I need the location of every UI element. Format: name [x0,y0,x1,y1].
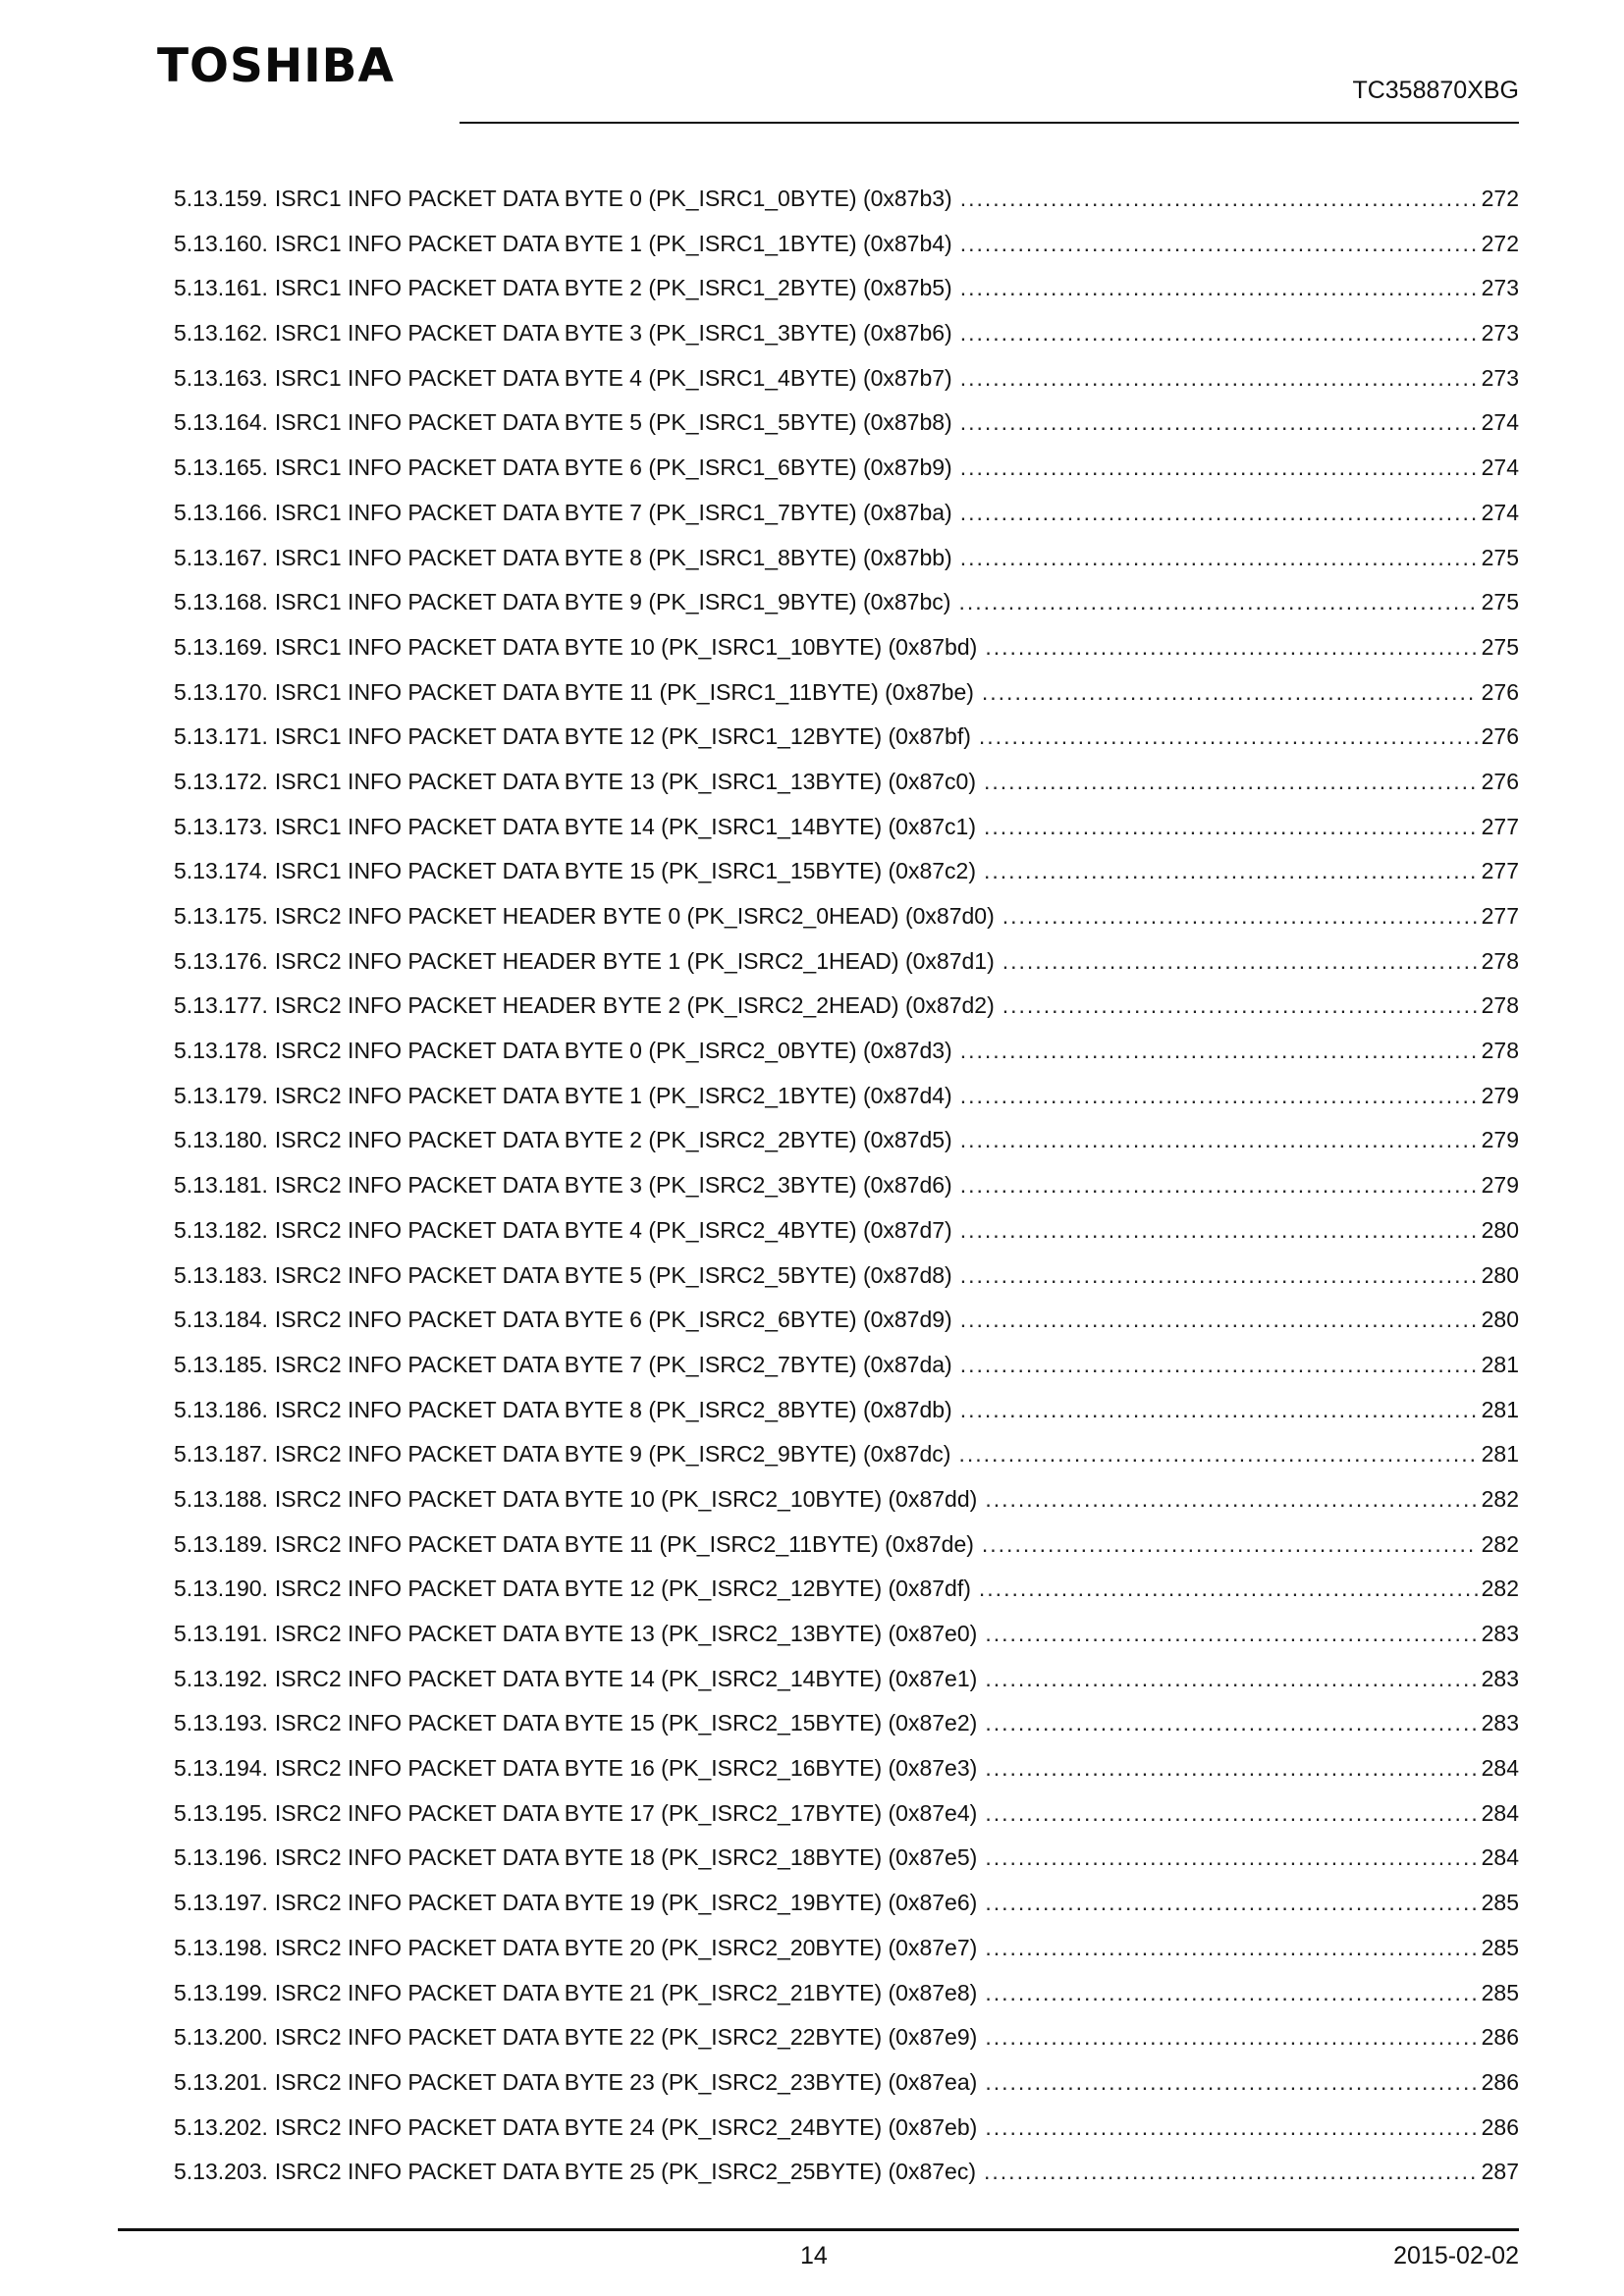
toc-section-title: ISRC1 INFO PACKET DATA BYTE 11 (PK_ISRC1_11BYTE) (0x87be) [274,678,974,705]
toc-entry[interactable] [174,1755,1519,1800]
toc-entry[interactable] [174,186,1519,231]
toc-page-number: 282 [1481,1485,1519,1512]
toc-entry[interactable] [174,1800,1519,1845]
toc-leader-dots [960,320,1478,347]
toc-page-number: 283 [1481,1665,1519,1691]
toc-entry[interactable] [174,2024,1519,2069]
toc-entry[interactable] [174,1531,1519,1576]
toc-leader-dots [985,2069,1477,2096]
toc-section-title: ISRC2 INFO PACKET DATA BYTE 9 (PK_ISRC2_9BYTE) (0x87dc) [274,1441,951,1468]
toc-page-number: 283 [1481,1710,1519,1736]
toc-page-number: 275 [1481,544,1519,570]
toc-entry[interactable] [174,1127,1519,1172]
toc-section-title: ISRC2 INFO PACKET DATA BYTE 10 (PK_ISRC2_10BYTE) (0x87dd) [274,1485,978,1512]
toc-section-number: 5.13.180. [174,1127,268,1153]
toc-leader-dots [985,1486,1477,1513]
toc-entry[interactable] [174,1352,1519,1397]
toc-page-number: 276 [1481,768,1519,794]
toc-entry[interactable] [174,409,1519,454]
toc-section-number: 5.13.162. [174,320,268,347]
toc-page-number: 286 [1481,2024,1519,2051]
toc-section-title: ISRC2 INFO PACKET DATA BYTE 15 (PK_ISRC2_15BYTE) (0x87e2) [274,1710,978,1736]
toc-leader-dots [960,1083,1478,1109]
toc-leader-dots [960,1397,1478,1423]
toc-page-number: 286 [1481,2113,1519,2140]
toc-section-title: ISRC2 INFO PACKET DATA BYTE 13 (PK_ISRC2_13BYTE) (0x87e0) [274,1621,978,1646]
toc-leader-dots [984,814,1478,840]
toc-section-title: ISRC2 INFO PACKET DATA BYTE 25 (PK_ISRC2_25BYTE) (0x87ec) [274,2159,977,2185]
toc-entry[interactable] [174,1083,1519,1128]
toc-entry[interactable] [174,634,1519,679]
toc-section-title: ISRC2 INFO PACKET DATA BYTE 0 (PK_ISRC2_0BYTE) (0x87d3) [274,1038,952,1064]
toc-entry[interactable] [174,589,1519,634]
toc-section-number: 5.13.179. [174,1082,268,1108]
toc-entry[interactable] [174,948,1519,993]
toc-entry[interactable] [174,1710,1519,1755]
toc-page-number: 275 [1481,633,1519,660]
toc-leader-dots [960,409,1478,436]
toc-entry[interactable] [174,1172,1519,1217]
toc-section-number: 5.13.191. [174,1621,268,1646]
toc-section-number: 5.13.196. [174,1844,268,1871]
document-id: TC358870XBG [1352,77,1519,104]
toc-section-number: 5.13.170. [174,678,268,705]
toc-page-number: 279 [1481,1127,1519,1153]
toc-entry[interactable] [174,992,1519,1038]
toc-leader-dots [985,1890,1477,1916]
toc-leader-dots [960,365,1478,392]
toc-page-number: 281 [1481,1441,1519,1468]
toc-page-number: 274 [1481,454,1519,481]
toc-section-number: 5.13.194. [174,1755,268,1782]
toc-section-title: ISRC2 INFO PACKET DATA BYTE 21 (PK_ISRC2_21BYTE) (0x87e8) [274,1979,978,2005]
toc-section-number: 5.13.161. [174,275,268,301]
toc-entry[interactable] [174,1980,1519,2025]
toc-page-number: 279 [1481,1172,1519,1199]
toc-leader-dots [960,545,1478,571]
toc-page-number: 277 [1481,813,1519,839]
toc-section-number: 5.13.177. [174,992,268,1019]
toc-leader-dots [960,454,1478,481]
toc-page-number: 283 [1481,1621,1519,1646]
toc-section-number: 5.13.203. [174,2159,268,2185]
toc-section-title: ISRC1 INFO PACKET DATA BYTE 8 (PK_ISRC1_8BYTE) (0x87bb) [274,544,952,570]
toc-page-number: 279 [1481,1082,1519,1108]
toc-section-title: ISRC2 INFO PACKET DATA BYTE 7 (PK_ISRC2_7BYTE) (0x87da) [274,1351,952,1377]
toc-entry[interactable] [174,1486,1519,1531]
toc-section-number: 5.13.202. [174,2113,268,2140]
toc-section-number: 5.13.183. [174,1261,268,1288]
toc-page-number: 285 [1481,1890,1519,1916]
toc-section-title: ISRC1 INFO PACKET DATA BYTE 6 (PK_ISRC1_6BYTE) (0x87b9) [274,454,952,481]
toc-entry[interactable] [174,1441,1519,1486]
toc-page-number: 273 [1481,320,1519,347]
toc-section-title: ISRC1 INFO PACKET DATA BYTE 4 (PK_ISRC1_4BYTE) (0x87b7) [274,364,952,391]
toc-section-number: 5.13.185. [174,1351,268,1377]
toc-entry[interactable] [174,1038,1519,1083]
toc-entry[interactable] [174,723,1519,769]
toc-page-number: 284 [1481,1799,1519,1826]
toc-section-title: ISRC2 INFO PACKET DATA BYTE 11 (PK_ISRC2_11BYTE) (0x87de) [274,1530,974,1557]
toc-page-number: 280 [1481,1261,1519,1288]
toc-section-number: 5.13.167. [174,544,268,570]
toc-entry[interactable] [174,814,1519,859]
toc-entry[interactable] [174,275,1519,320]
toc-section-number: 5.13.163. [174,364,268,391]
toc-section-number: 5.13.199. [174,1979,268,2005]
toc-page-number: 286 [1481,2068,1519,2095]
toc-page-number: 287 [1481,2159,1519,2185]
toc-section-number: 5.13.189. [174,1530,268,1557]
toc-entry[interactable] [174,1844,1519,1890]
toc-leader-dots [960,1172,1478,1199]
toc-leader-dots [960,500,1478,526]
toc-page-number: 278 [1481,947,1519,974]
toc-page-number: 282 [1481,1575,1519,1602]
toc-section-number: 5.13.176. [174,947,268,974]
toc-leader-dots [985,2114,1477,2141]
toc-leader-dots [985,1710,1477,1736]
toc-leader-dots [960,275,1478,301]
toc-page-number: 273 [1481,364,1519,391]
toc-section-number: 5.13.182. [174,1216,268,1243]
toc-leader-dots [985,1980,1477,2006]
toc-entry[interactable] [174,2159,1519,2204]
toc-section-title: ISRC1 INFO PACKET DATA BYTE 0 (PK_ISRC1_0BYTE) (0x87b3) [274,186,952,211]
toc-section-title: ISRC2 INFO PACKET DATA BYTE 16 (PK_ISRC2_16BYTE) (0x87e3) [274,1755,978,1782]
toc-entry[interactable] [174,320,1519,365]
toc-section-title: ISRC2 INFO PACKET HEADER BYTE 2 (PK_ISRC2_2HEAD) (0x87d2) [274,992,995,1019]
toc-leader-dots [985,1666,1477,1692]
toc-page-number: 282 [1481,1530,1519,1557]
toc-page-number: 285 [1481,1979,1519,2005]
toc-section-title: ISRC2 INFO PACKET DATA BYTE 23 (PK_ISRC2_23BYTE) (0x87ea) [274,2068,978,2095]
toc-leader-dots [985,1800,1477,1827]
toc-entry[interactable] [174,1307,1519,1352]
toc-section-title: ISRC2 INFO PACKET DATA BYTE 6 (PK_ISRC2_6BYTE) (0x87d9) [274,1307,952,1333]
toc-section-number: 5.13.188. [174,1485,268,1512]
toc-page-number: 281 [1481,1351,1519,1377]
toc-entry[interactable] [174,1935,1519,1980]
toc-section-title: ISRC2 INFO PACKET DATA BYTE 20 (PK_ISRC2_20BYTE) (0x87e7) [274,1934,978,1960]
toc-section-title: ISRC1 INFO PACKET DATA BYTE 13 (PK_ISRC1_13BYTE) (0x87c0) [274,768,977,794]
toc-leader-dots [979,723,1478,750]
toc-leader-dots [985,1621,1477,1647]
toc-page-number: 284 [1481,1844,1519,1871]
toc-entry[interactable] [174,1890,1519,1935]
toc-leader-dots [960,231,1478,257]
toc-leader-dots [960,1307,1478,1333]
toc-leader-dots [1002,992,1478,1019]
toc-leader-dots [984,2159,1478,2185]
toc-section-title: ISRC2 INFO PACKET DATA BYTE 22 (PK_ISRC2_22BYTE) (0x87e9) [274,2024,978,2051]
toc-section-title: ISRC1 INFO PACKET DATA BYTE 3 (PK_ISRC1_3BYTE) (0x87b6) [274,320,952,347]
toc-page-number: 275 [1481,589,1519,615]
toc-entry[interactable] [174,679,1519,724]
toc-section-title: ISRC2 INFO PACKET DATA BYTE 18 (PK_ISRC2_18BYTE) (0x87e5) [274,1844,978,1871]
toc-leader-dots [984,769,1478,795]
toc-page-number: 274 [1481,499,1519,525]
toc-leader-dots [979,1575,1478,1602]
toc-section-number: 5.13.173. [174,813,268,839]
toc-leader-dots [960,1262,1478,1289]
toc-entry[interactable] [174,545,1519,590]
toc-section-number: 5.13.201. [174,2068,268,2095]
toc-section-number: 5.13.164. [174,409,268,436]
toc-section-title: ISRC1 INFO PACKET DATA BYTE 10 (PK_ISRC1_10BYTE) (0x87bd) [274,633,978,660]
toc-section-number: 5.13.169. [174,633,268,660]
toc-section-number: 5.13.166. [174,499,268,525]
toc-section-title: ISRC2 INFO PACKET DATA BYTE 5 (PK_ISRC2_5BYTE) (0x87d8) [274,1261,952,1288]
toc-section-number: 5.13.195. [174,1799,268,1826]
toc-entry[interactable] [174,1666,1519,1711]
toc-page-number: 277 [1481,903,1519,929]
toc-leader-dots [1002,948,1478,975]
toc-section-title: ISRC2 INFO PACKET DATA BYTE 2 (PK_ISRC2_2BYTE) (0x87d5) [274,1127,952,1153]
footer-rule [118,2228,1519,2231]
toc-entry[interactable] [174,858,1519,903]
toc-section-number: 5.13.168. [174,589,268,615]
toc-page-number: 278 [1481,1038,1519,1064]
toc-page-number: 280 [1481,1307,1519,1333]
toc-leader-dots [985,1935,1477,1961]
toc-section-number: 5.13.165. [174,454,268,481]
toc-entry[interactable] [174,500,1519,545]
header-rule-gap [118,122,460,124]
toc-entry[interactable] [174,365,1519,410]
toc-section-number: 5.13.174. [174,858,268,884]
toc-page-number: 277 [1481,858,1519,884]
toc-section-title: ISRC2 INFO PACKET DATA BYTE 14 (PK_ISRC2_14BYTE) (0x87e1) [274,1665,978,1691]
toc-leader-dots [958,589,1477,615]
toc-leader-dots [960,186,1478,212]
document-date: 2015-02-02 [1393,2242,1519,2269]
toc-entry[interactable] [174,231,1519,276]
toc-section-title: ISRC2 INFO PACKET DATA BYTE 12 (PK_ISRC2_12BYTE) (0x87df) [274,1575,971,1602]
toc-page-number: 276 [1481,723,1519,750]
toc-leader-dots [984,858,1478,884]
toc-leader-dots [958,1441,1477,1468]
toc-section-title: ISRC1 INFO PACKET DATA BYTE 7 (PK_ISRC1_7BYTE) (0x87ba) [274,499,952,525]
toc-page-number: 273 [1481,275,1519,301]
toc-section-title: ISRC1 INFO PACKET DATA BYTE 12 (PK_ISRC1_12BYTE) (0x87bf) [274,723,971,750]
toc-section-number: 5.13.192. [174,1665,268,1691]
toc-leader-dots [960,1038,1478,1064]
toc-section-number: 5.13.178. [174,1038,268,1064]
toc-section-title: ISRC2 INFO PACKET HEADER BYTE 0 (PK_ISRC2_0HEAD) (0x87d0) [274,903,995,929]
toc-section-number: 5.13.171. [174,723,268,750]
toc-section-number: 5.13.193. [174,1710,268,1736]
toc-section-number: 5.13.160. [174,230,268,256]
toc-section-number: 5.13.198. [174,1934,268,1960]
toc-entry[interactable] [174,1217,1519,1262]
toc-section-title: ISRC1 INFO PACKET DATA BYTE 1 (PK_ISRC1_1BYTE) (0x87b4) [274,230,952,256]
toc-section-number: 5.13.172. [174,768,268,794]
page-number: 14 [800,2242,828,2269]
toc-leader-dots [960,1217,1478,1244]
toc-section-number: 5.13.186. [174,1396,268,1422]
toc-section-number: 5.13.175. [174,903,268,929]
toc-page-number: 280 [1481,1216,1519,1243]
toc-entry[interactable] [174,2114,1519,2160]
toc-entry[interactable] [174,903,1519,948]
toc-section-number: 5.13.181. [174,1172,268,1199]
table-of-contents [174,186,1519,2204]
toc-entry[interactable] [174,1262,1519,1308]
toc-entry[interactable] [174,2069,1519,2114]
toc-page-number: 278 [1481,992,1519,1019]
toc-page-number: 285 [1481,1934,1519,1960]
toc-leader-dots [960,1352,1478,1378]
toc-section-number: 5.13.197. [174,1890,268,1916]
toc-entry[interactable] [174,454,1519,500]
toc-leader-dots [1002,903,1478,930]
toc-section-title: ISRC2 INFO PACKET DATA BYTE 8 (PK_ISRC2_8BYTE) (0x87db) [274,1396,952,1422]
toc-leader-dots [960,1127,1478,1153]
toc-section-title: ISRC2 INFO PACKET DATA BYTE 17 (PK_ISRC2_17BYTE) (0x87e4) [274,1799,978,1826]
toc-section-title: ISRC2 INFO PACKET DATA BYTE 1 (PK_ISRC2_1BYTE) (0x87d4) [274,1082,952,1108]
toc-page-number: 276 [1481,678,1519,705]
toc-section-number: 5.13.159. [174,186,268,211]
toc-section-title: ISRC1 INFO PACKET DATA BYTE 2 (PK_ISRC1_2BYTE) (0x87b5) [274,275,952,301]
toc-page-number: 274 [1481,409,1519,436]
toc-section-title: ISRC2 INFO PACKET DATA BYTE 24 (PK_ISRC2_24BYTE) (0x87eb) [274,2113,978,2140]
toc-section-title: ISRC2 INFO PACKET DATA BYTE 3 (PK_ISRC2_3BYTE) (0x87d6) [274,1172,952,1199]
toc-leader-dots [985,1844,1477,1871]
toc-leader-dots [985,1755,1477,1782]
toc-section-number: 5.13.184. [174,1307,268,1333]
toc-section-number: 5.13.187. [174,1441,268,1468]
toc-section-title: ISRC2 INFO PACKET HEADER BYTE 1 (PK_ISRC2_1HEAD) (0x87d1) [274,947,995,974]
toc-page-number: 281 [1481,1396,1519,1422]
toc-section-title: ISRC1 INFO PACKET DATA BYTE 15 (PK_ISRC1_15BYTE) (0x87c2) [274,858,977,884]
toc-page-number: 284 [1481,1755,1519,1782]
toc-section-title: ISRC2 INFO PACKET DATA BYTE 19 (PK_ISRC2_19BYTE) (0x87e6) [274,1890,978,1916]
toc-page-number: 272 [1481,186,1519,211]
toc-entry[interactable] [174,769,1519,814]
toc-section-number: 5.13.190. [174,1575,268,1602]
company-logo: TOSHIBA [157,39,395,93]
toc-section-title: ISRC1 INFO PACKET DATA BYTE 5 (PK_ISRC1_5BYTE) (0x87b8) [274,409,952,436]
toc-entry[interactable] [174,1397,1519,1442]
toc-leader-dots [982,679,1478,706]
toc-section-title: ISRC1 INFO PACKET DATA BYTE 14 (PK_ISRC1_14BYTE) (0x87c1) [274,813,977,839]
toc-entry[interactable] [174,1621,1519,1666]
toc-entry[interactable] [174,1575,1519,1621]
toc-section-title: ISRC1 INFO PACKET DATA BYTE 9 (PK_ISRC1_9BYTE) (0x87bc) [274,589,951,615]
toc-page-number: 272 [1481,230,1519,256]
toc-leader-dots [982,1531,1478,1558]
toc-section-title: ISRC2 INFO PACKET DATA BYTE 4 (PK_ISRC2_4BYTE) (0x87d7) [274,1216,952,1243]
toc-leader-dots [985,634,1477,661]
toc-leader-dots [985,2024,1477,2051]
toc-section-number: 5.13.200. [174,2024,268,2051]
